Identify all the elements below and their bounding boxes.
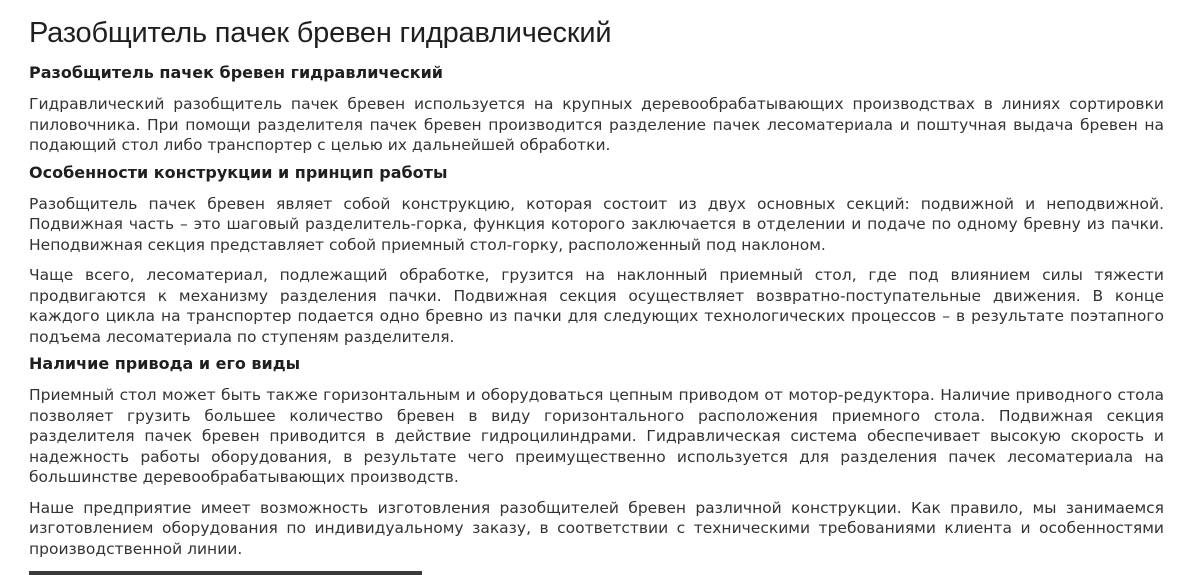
paragraph-drive-1: Приемный стол может быть также горизонтальным и оборудоваться цепным приводом от мотор-редуктора. Наличие приводного стола позволяет грузить большее количество бревен в виду горизонтального расположения приемного стола. Подвижная секция разделителя пачек бревен приводится в действие гидроцилиндрами. Гидравлическая система обеспечивает высокую скорость и надежность работы оборудования, в результате чего преимущественно используется для разделения пачек лесоматериала на большинстве деревообрабатывающих производств.	[29, 386, 1164, 486]
section-heading-design: Особенности конструкции и принцип работы	[29, 162, 448, 182]
paragraph-design-1: Разобщитель пачек бревен являет собой конструкцию, которая состоит из двух основных секций: подвижной и неподвижной. Подвижная часть – это шаговый разделитель-горка, функция которого заключается в отделении и подаче по одному бревну из пачки. Неподвижная секция представляет собой приемный стол-горку, расположенный под наклоном.	[29, 194, 1164, 254]
paragraph-intro: Гидравлический разобщитель пачек бревен используется на крупных деревообрабатывающих производствах в линиях сортировки пиловочника. При помощи разделителя пачек бревен производится разделение пачек лесоматериала и поштучная выдача бревен на подающий стол либо транспортер с целью их дальнейшей обработки.	[29, 95, 1164, 154]
paragraph-drive-2: Наше предприятие имеет возможность изготовления разобщителей бревен различной конструкции. Как правило, мы занимаемся изготовлением оборудования по индивидуальному заказу, в соответствии с техническими требованиями клиента и особенностями производственной линии.	[29, 498, 1164, 558]
bottom-divider	[29, 571, 422, 575]
page-title: Разобщитель пачек бревен гидравлический	[29, 17, 612, 49]
paragraph-design-2: Чаще всего, лесоматериал, подлежащий обработке, грузится на наклонный приемный стол, где под влиянием силы тяжести продвигаются к механизму разделения пачки. Подвижная секция осуществляет возвратно-поступательные движения. В конце каждого цикла на транспортер подается одно бревно из пачки для следующих технологических процессов – в результате поэтапного подъема лесоматериала по ступеням разделителя.	[29, 266, 1164, 346]
section-heading-intro: Разобщитель пачек бревен гидравлический	[29, 63, 444, 82]
article	[29, 14, 1164, 559]
section-heading-drive: Наличие привода и его виды	[29, 354, 301, 373]
